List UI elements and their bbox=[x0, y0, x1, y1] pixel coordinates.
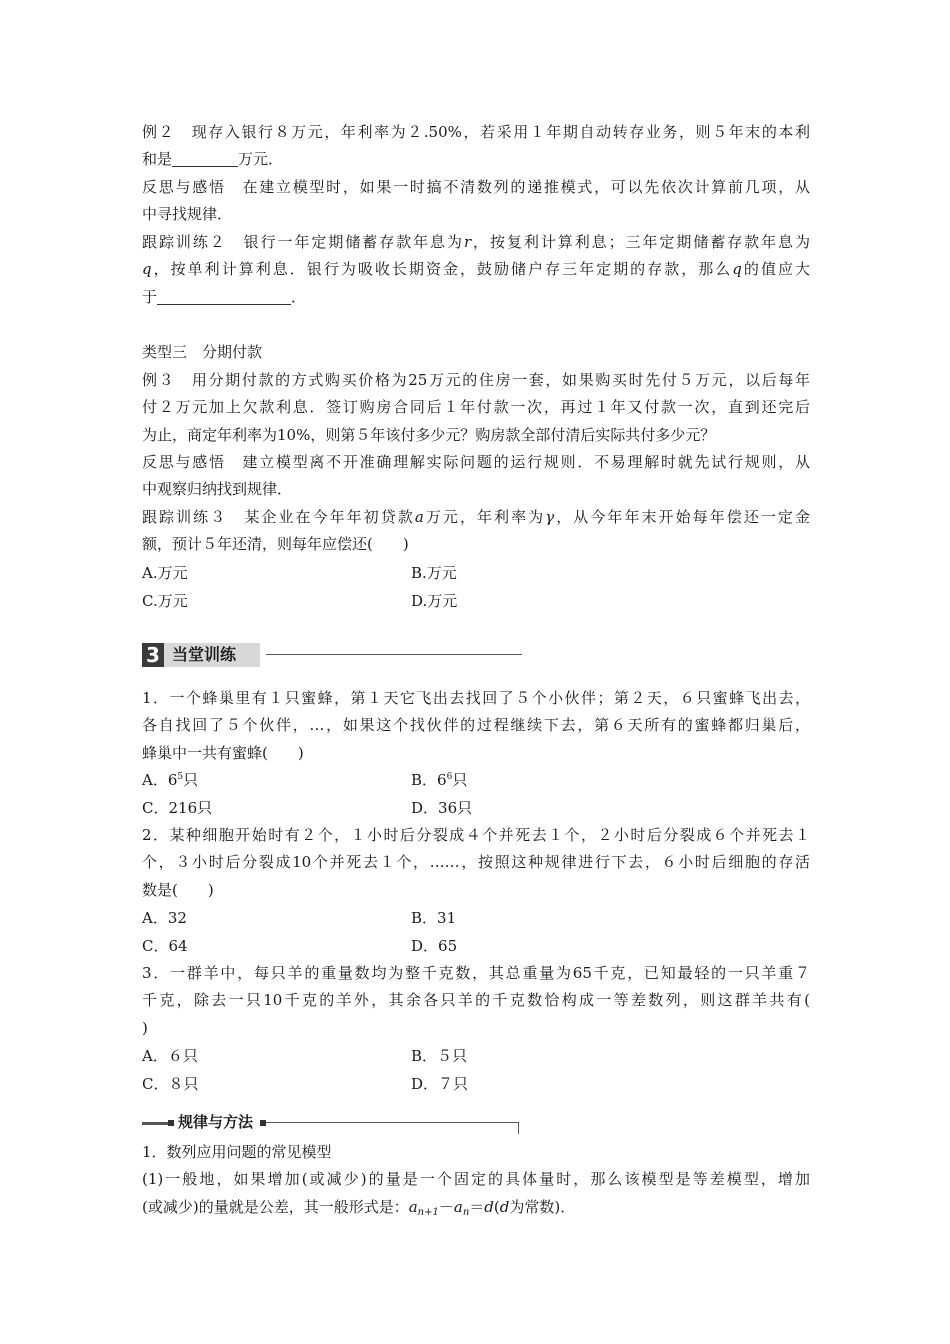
reflection-1-line-1: 反思与感悟 在建立模型时，如果一时搞不清数列的递推模式，可以先依次计算前几项，从 bbox=[142, 178, 810, 196]
tracking-3-line-1: 跟踪训练３ 某企业在今年年初贷款a万元，年利率为γ，从今年年末开始每年偿还一定金 bbox=[142, 508, 810, 526]
section-number: 3 bbox=[142, 643, 164, 667]
tracking-3-options bbox=[142, 560, 810, 615]
rules-left-bar bbox=[142, 1122, 168, 1125]
method-line-2: (1)一般地，如果增加(或减少)的量是一个固定的具体量时，那么该模型是等差模型，增加 bbox=[142, 1170, 810, 1189]
question-3-line-3: ) bbox=[142, 1018, 148, 1037]
option-c[interactable]: C．64 bbox=[142, 936, 188, 955]
section-title: 当堂训练 bbox=[164, 643, 260, 667]
question-1-line-1: 1．一个蜂巢里有１只蜜蜂，第１天它飞出去找回了５个小伙伴；第２天，６只蜜蜂飞出去， bbox=[142, 689, 810, 707]
method-line-3: (或减少)的量就是公差，其一般形式是：$a_{n+1}-a_n=d(d$为常数)． bbox=[142, 1197, 576, 1218]
rules-banner bbox=[142, 1110, 520, 1136]
rules-divider bbox=[266, 1122, 518, 1123]
question-3-line-2: 千克，除去一只10千克的羊外，其余各只羊的千克数恰构成一等差数列，则这群羊共有( bbox=[142, 991, 810, 1010]
type-3-heading: 类型三 分期付款 bbox=[142, 343, 263, 361]
option-d[interactable]: D．36只 bbox=[411, 798, 473, 817]
rules-square-marker bbox=[260, 1120, 266, 1126]
example-3 bbox=[142, 367, 810, 449]
method-line-1: 1．数列应用问题的常见模型 bbox=[142, 1143, 332, 1161]
question-2-line-1: 2．某种细胞开始时有２个，１小时后分裂成４个并死去１个，２小时后分裂成６个并死去１ bbox=[142, 826, 810, 844]
option-a[interactable]: A.万元 bbox=[142, 564, 188, 582]
question-2-line-2: 个，３小时后分裂成10个并死去１个，……，按照这种规律进行下去，６小时后细胞的存活 bbox=[142, 853, 810, 872]
option-b[interactable]: B．31 bbox=[411, 909, 457, 927]
question-1-line-2: 各自找回了５个伙伴，…，如果这个找伙伴的过程继续下去，第６天所有的蜜蜂都归巢后， bbox=[142, 716, 810, 735]
answer-blank bbox=[172, 148, 238, 167]
tracking-2-line-1: 跟踪训练２ 银行一年定期储蓄存款年息为r，按复利计算利息；三年定期储蓄存款年息为 bbox=[142, 233, 810, 251]
question-3 bbox=[142, 960, 810, 1042]
option-c[interactable]: C.万元 bbox=[142, 591, 188, 610]
example-2-line-2: 和是 万元． bbox=[142, 150, 284, 169]
example-2 bbox=[142, 119, 810, 174]
example-3-line-3: 为止，商定年利率为10%，则第５年该付多少元？购房款全部付清后实际共付多少元？ bbox=[142, 425, 716, 444]
question-1-options bbox=[142, 767, 810, 822]
option-c[interactable]: C．８只 bbox=[142, 1074, 199, 1093]
section-3-banner bbox=[142, 643, 522, 667]
option-b[interactable]: B.万元 bbox=[411, 564, 457, 582]
reflection-1 bbox=[142, 174, 810, 229]
question-1-line-3: 蜂巢中一共有蜜蜂( ) bbox=[142, 743, 304, 762]
option-a[interactable]: A．$6^5$只 bbox=[142, 771, 199, 789]
reflection-2-line-1: 反思与感悟 建立模型离不开准确理解实际问题的运行规则．不易理解时就先试行规则，从 bbox=[142, 453, 810, 471]
option-b[interactable]: B．５只 bbox=[411, 1047, 468, 1065]
tracking-2-line-2: q，按单利计算利息．银行为吸收长期资金，鼓励储户存三年定期的存款，那么q的值应大 bbox=[142, 260, 810, 279]
example-2-line-1: 例２ 现存入银行８万元，年利率为２.50%，若采用１年期自动转存业务，则５年末的本利 bbox=[142, 123, 810, 141]
rules-square-marker bbox=[168, 1120, 174, 1126]
answer-blank bbox=[157, 286, 291, 305]
reflection-2 bbox=[142, 449, 810, 504]
reflection-1-line-2: 中寻找规律． bbox=[142, 205, 233, 224]
option-a[interactable]: A．６只 bbox=[142, 1047, 198, 1065]
option-c[interactable]: C．216只 bbox=[142, 798, 213, 817]
option-d[interactable]: D.万元 bbox=[411, 591, 458, 610]
tracking-exercise-3 bbox=[142, 504, 810, 559]
question-3-line-1: 3．一群羊中，每只羊的重量数均为整千克数，其总重量为65千克，已知最轻的一只羊重７ bbox=[142, 964, 810, 982]
question-2 bbox=[142, 822, 810, 904]
rules-divider-end bbox=[518, 1122, 519, 1134]
option-a[interactable]: A．32 bbox=[142, 909, 187, 927]
question-1 bbox=[142, 685, 810, 767]
question-2-line-3: 数是( ) bbox=[142, 880, 214, 899]
tracking-2-line-3: 于 ． bbox=[142, 287, 307, 306]
section-divider bbox=[266, 654, 522, 655]
tracking-3-line-2: 额，预计５年还清，则每年应偿还( ) bbox=[142, 535, 409, 554]
option-d[interactable]: D．65 bbox=[411, 936, 458, 955]
question-2-options bbox=[142, 905, 810, 960]
example-3-line-2: 付２万元加上欠款利息．签订购房合同后１年付款一次，再过１年又付款一次，直到还完后 bbox=[142, 398, 810, 417]
rules-title: 规律与方法 bbox=[178, 1113, 254, 1131]
reflection-2-line-2: 中观察归纳找到规律． bbox=[142, 480, 293, 499]
question-3-options bbox=[142, 1043, 810, 1098]
option-b[interactable]: B．$6^6$只 bbox=[411, 771, 468, 789]
tracking-exercise-2 bbox=[142, 229, 810, 311]
option-d[interactable]: D．７只 bbox=[411, 1074, 469, 1093]
method-section bbox=[142, 1139, 810, 1221]
example-3-line-1: 例３ 用分期付款的方式购买价格为25万元的住房一套，如果购买时先付５万元，以后每年 bbox=[142, 371, 810, 389]
